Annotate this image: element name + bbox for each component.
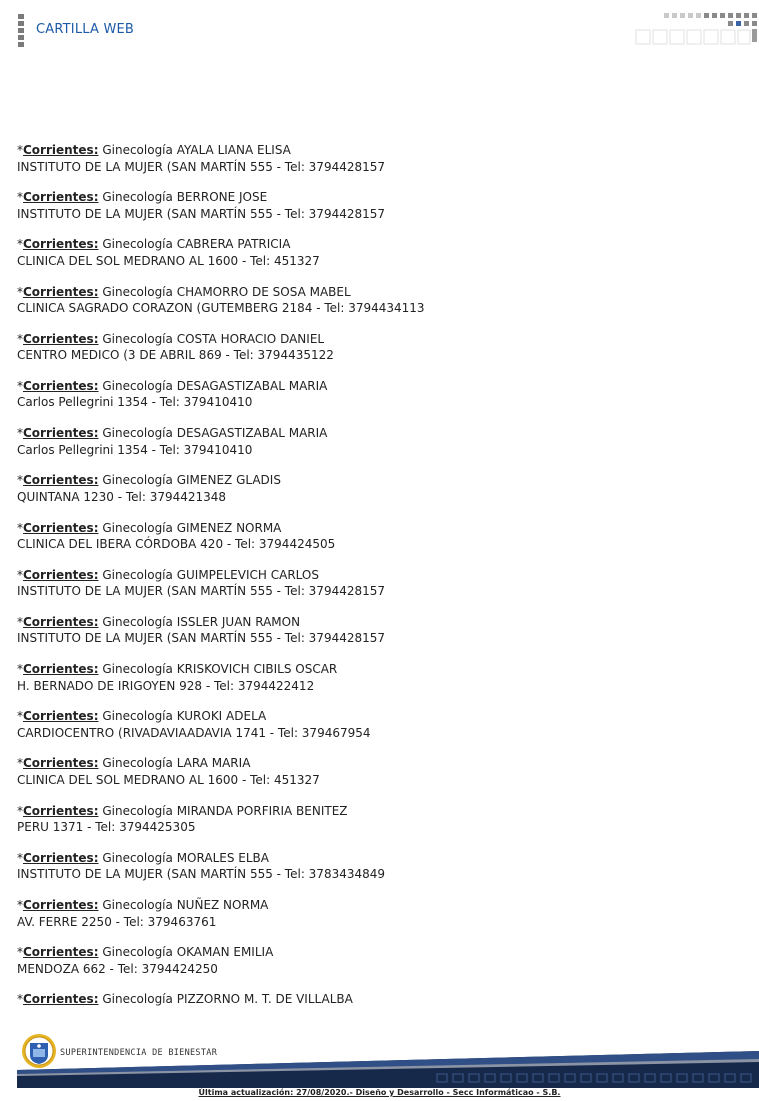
entry-province: Corrientes: xyxy=(23,992,99,1007)
entry-province: Corrientes: xyxy=(23,284,99,299)
entry-address: Carlos Pellegrini 1354 - Tel: 379410410 xyxy=(17,395,253,410)
entry-doctor-name: DESAGASTIZABAL MARIA xyxy=(176,426,328,441)
provider-entry xyxy=(17,331,737,378)
entry-bullet: * xyxy=(17,898,23,912)
entry-bullet: * xyxy=(17,473,23,488)
entry-address: INSTITUTO DE LA MUJER (SAN MARTÍN 555 - Tel: 3783434849 xyxy=(17,867,386,882)
entry-doctor-name: NUÑEZ NORMA xyxy=(176,898,269,912)
entry-doctor-name: OKAMAN EMILIA xyxy=(176,945,274,960)
entry-bullet: * xyxy=(17,331,23,346)
entry-doctor-name: MORALES ELBA xyxy=(176,850,269,865)
provider-entry xyxy=(17,189,737,236)
entry-province: Corrientes: xyxy=(23,709,99,724)
entry-bullet: * xyxy=(17,237,23,252)
entry-doctor-name: BERRONE JOSE xyxy=(176,190,268,205)
entry-specialty: Ginecología xyxy=(102,284,173,299)
entry-doctor-name: GIMENEZ NORMA xyxy=(176,520,282,535)
provider-entry xyxy=(17,284,737,331)
entry-address: INSTITUTO DE LA MUJER (SAN MARTÍN 555 - Tel: 3794428157 xyxy=(17,159,386,174)
entry-doctor-name: GIMENEZ GLADIS xyxy=(176,473,281,488)
entry-doctor-name: CHAMORRO DE SOSA MABEL xyxy=(176,284,351,299)
entry-bullet: * xyxy=(17,426,23,441)
entry-province: Corrientes: xyxy=(23,473,99,488)
entry-address: CLINICA SAGRADO CORAZON (GUTEMBERG 2184 - Tel: 3794434113 xyxy=(17,301,425,316)
entry-specialty: Ginecología xyxy=(102,803,173,818)
footer-brand: SUPERINTENDENCIA DE BIENESTAR xyxy=(60,1048,218,1058)
entry-province: Corrientes: xyxy=(23,850,99,865)
entry-province: Corrientes: xyxy=(23,662,99,677)
entry-specialty: Ginecología xyxy=(102,473,173,488)
entry-address: CLINICA DEL IBERA CÓRDOBA 420 - Tel: 3794424505 xyxy=(17,537,336,551)
entry-address: Carlos Pellegrini 1354 - Tel: 379410410 xyxy=(17,442,253,457)
entry-doctor-name: MIRANDA PORFIRIA BENITEZ xyxy=(176,803,348,818)
entry-province: Corrientes: xyxy=(23,331,99,346)
entry-bullet: * xyxy=(17,614,23,629)
entry-doctor-name: GUIMPELEVICH CARLOS xyxy=(176,567,319,582)
provider-entry xyxy=(17,378,737,425)
entry-specialty: Ginecología xyxy=(102,237,173,252)
entry-specialty: Ginecología xyxy=(102,662,173,677)
header-pattern-decoration xyxy=(634,10,759,50)
provider-entry xyxy=(17,614,737,661)
footer-band-decoration xyxy=(17,1038,759,1088)
entry-address: CLINICA DEL SOL MEDRANO AL 1600 - Tel: 451327 xyxy=(17,772,320,787)
entry-doctor-name: KRISKOVICH CIBILS OSCAR xyxy=(176,662,338,677)
footer-update-note xyxy=(0,1088,759,1097)
entry-bullet: * xyxy=(17,992,23,1007)
entry-doctor-name: ISSLER JUAN RAMON xyxy=(176,614,301,629)
entry-bullet: * xyxy=(17,284,23,299)
entry-address: CLINICA DEL SOL MEDRANO AL 1600 - Tel: 451327 xyxy=(17,253,320,268)
page-footer xyxy=(0,1025,759,1101)
institution-seal-icon xyxy=(21,1033,57,1069)
entry-address: MENDOZA 662 - Tel: 3794424250 xyxy=(17,961,218,976)
entry-specialty: Ginecología xyxy=(102,378,173,393)
provider-entry xyxy=(17,897,737,944)
entry-province: Corrientes: xyxy=(23,426,99,441)
provider-entry xyxy=(17,520,737,567)
entry-province: Corrientes: xyxy=(23,143,99,157)
entry-specialty: Ginecología xyxy=(102,756,173,771)
provider-entry xyxy=(17,708,737,755)
entry-specialty: Ginecología xyxy=(102,567,173,582)
entry-province: Corrientes: xyxy=(23,237,99,252)
provider-entry xyxy=(17,944,737,991)
entry-doctor-name: COSTA HORACIO DANIEL xyxy=(176,331,325,346)
entry-bullet: * xyxy=(17,662,23,677)
entry-province: Corrientes: xyxy=(23,567,99,582)
entry-province: Corrientes: xyxy=(23,614,99,629)
entry-bullet: * xyxy=(17,945,23,960)
entry-doctor-name: CABRERA PATRICIA xyxy=(176,237,291,252)
provider-entry xyxy=(17,567,737,614)
entry-bullet: * xyxy=(17,190,23,205)
provider-entry xyxy=(17,755,737,802)
entry-province: Corrientes: xyxy=(23,803,99,818)
entry-specialty: Ginecología xyxy=(102,850,173,865)
entry-province: Corrientes: xyxy=(23,945,99,960)
provider-entry xyxy=(17,425,737,472)
entry-doctor-name: LARA MARIA xyxy=(176,756,251,771)
entry-specialty: Ginecología xyxy=(102,520,173,535)
entry-province: Corrientes: xyxy=(23,190,99,205)
entry-bullet: * xyxy=(17,756,23,771)
entry-address: INSTITUTO DE LA MUJER (SAN MARTÍN 555 - Tel: 3794428157 xyxy=(17,631,386,646)
entry-province: Corrientes: xyxy=(23,898,99,912)
entry-specialty: Ginecología xyxy=(102,945,173,960)
entry-province: Corrientes: xyxy=(23,756,99,771)
entry-doctor-name: KUROKI ADELA xyxy=(176,709,267,724)
page-header xyxy=(0,0,759,60)
entry-specialty: Ginecología xyxy=(102,992,173,1007)
entry-address: H. BERNADO DE IRIGOYEN 928 - Tel: 3794422412 xyxy=(17,678,315,693)
entry-specialty: Ginecología xyxy=(102,898,173,912)
provider-entry xyxy=(17,142,737,189)
entry-specialty: Ginecología xyxy=(102,614,173,629)
entry-address: CENTRO MEDICO (3 DE ABRIL 869 - Tel: 3794435122 xyxy=(17,348,334,363)
entry-address: INSTITUTO DE LA MUJER (SAN MARTÍN 555 - Tel: 3794428157 xyxy=(17,206,386,221)
entry-specialty: Ginecología xyxy=(102,709,173,724)
entry-bullet: * xyxy=(17,709,23,724)
provider-entry xyxy=(17,803,737,850)
provider-entry xyxy=(17,472,737,519)
entry-doctor-name: DESAGASTIZABAL MARIA xyxy=(176,378,328,393)
entry-bullet: * xyxy=(17,567,23,582)
entry-specialty: Ginecología xyxy=(102,190,173,205)
entry-bullet: * xyxy=(17,520,23,535)
entry-province: Corrientes: xyxy=(23,520,99,535)
entry-bullet: * xyxy=(17,378,23,393)
entry-bullet: * xyxy=(17,803,23,818)
provider-entry xyxy=(17,850,737,897)
entry-address: AV. FERRE 2250 - Tel: 379463761 xyxy=(17,914,217,929)
entry-address: QUINTANA 1230 - Tel: 3794421348 xyxy=(17,489,227,504)
entry-bullet: * xyxy=(17,143,23,157)
entry-doctor-name: AYALA LIANA ELISA xyxy=(176,143,291,157)
provider-entry xyxy=(17,236,737,283)
entry-address: INSTITUTO DE LA MUJER (SAN MARTÍN 555 - Tel: 3794428157 xyxy=(17,584,386,599)
header-bars-icon xyxy=(18,14,24,48)
entry-address: PERU 1371 - Tel: 3794425305 xyxy=(17,820,196,835)
entry-specialty: Ginecología xyxy=(102,143,173,157)
page-title: CARTILLA WEB xyxy=(36,22,135,37)
entry-doctor-name: PIZZORNO M. T. DE VILLALBA xyxy=(176,992,353,1007)
provider-list xyxy=(17,142,737,1039)
entry-province: Corrientes: xyxy=(23,378,99,393)
entry-address: CARDIOCENTRO (RIVADAVIAADAVIA 1741 - Tel: 379467954 xyxy=(17,725,371,740)
entry-specialty: Ginecología xyxy=(102,331,173,346)
provider-entry xyxy=(17,661,737,708)
entry-bullet: * xyxy=(17,850,23,865)
entry-specialty: Ginecología xyxy=(102,426,173,441)
footer-update-text: Última actualización: 27/08/2020.- Diseño y Desarrollo - Secc Informáticao - S.B. xyxy=(198,1088,561,1097)
